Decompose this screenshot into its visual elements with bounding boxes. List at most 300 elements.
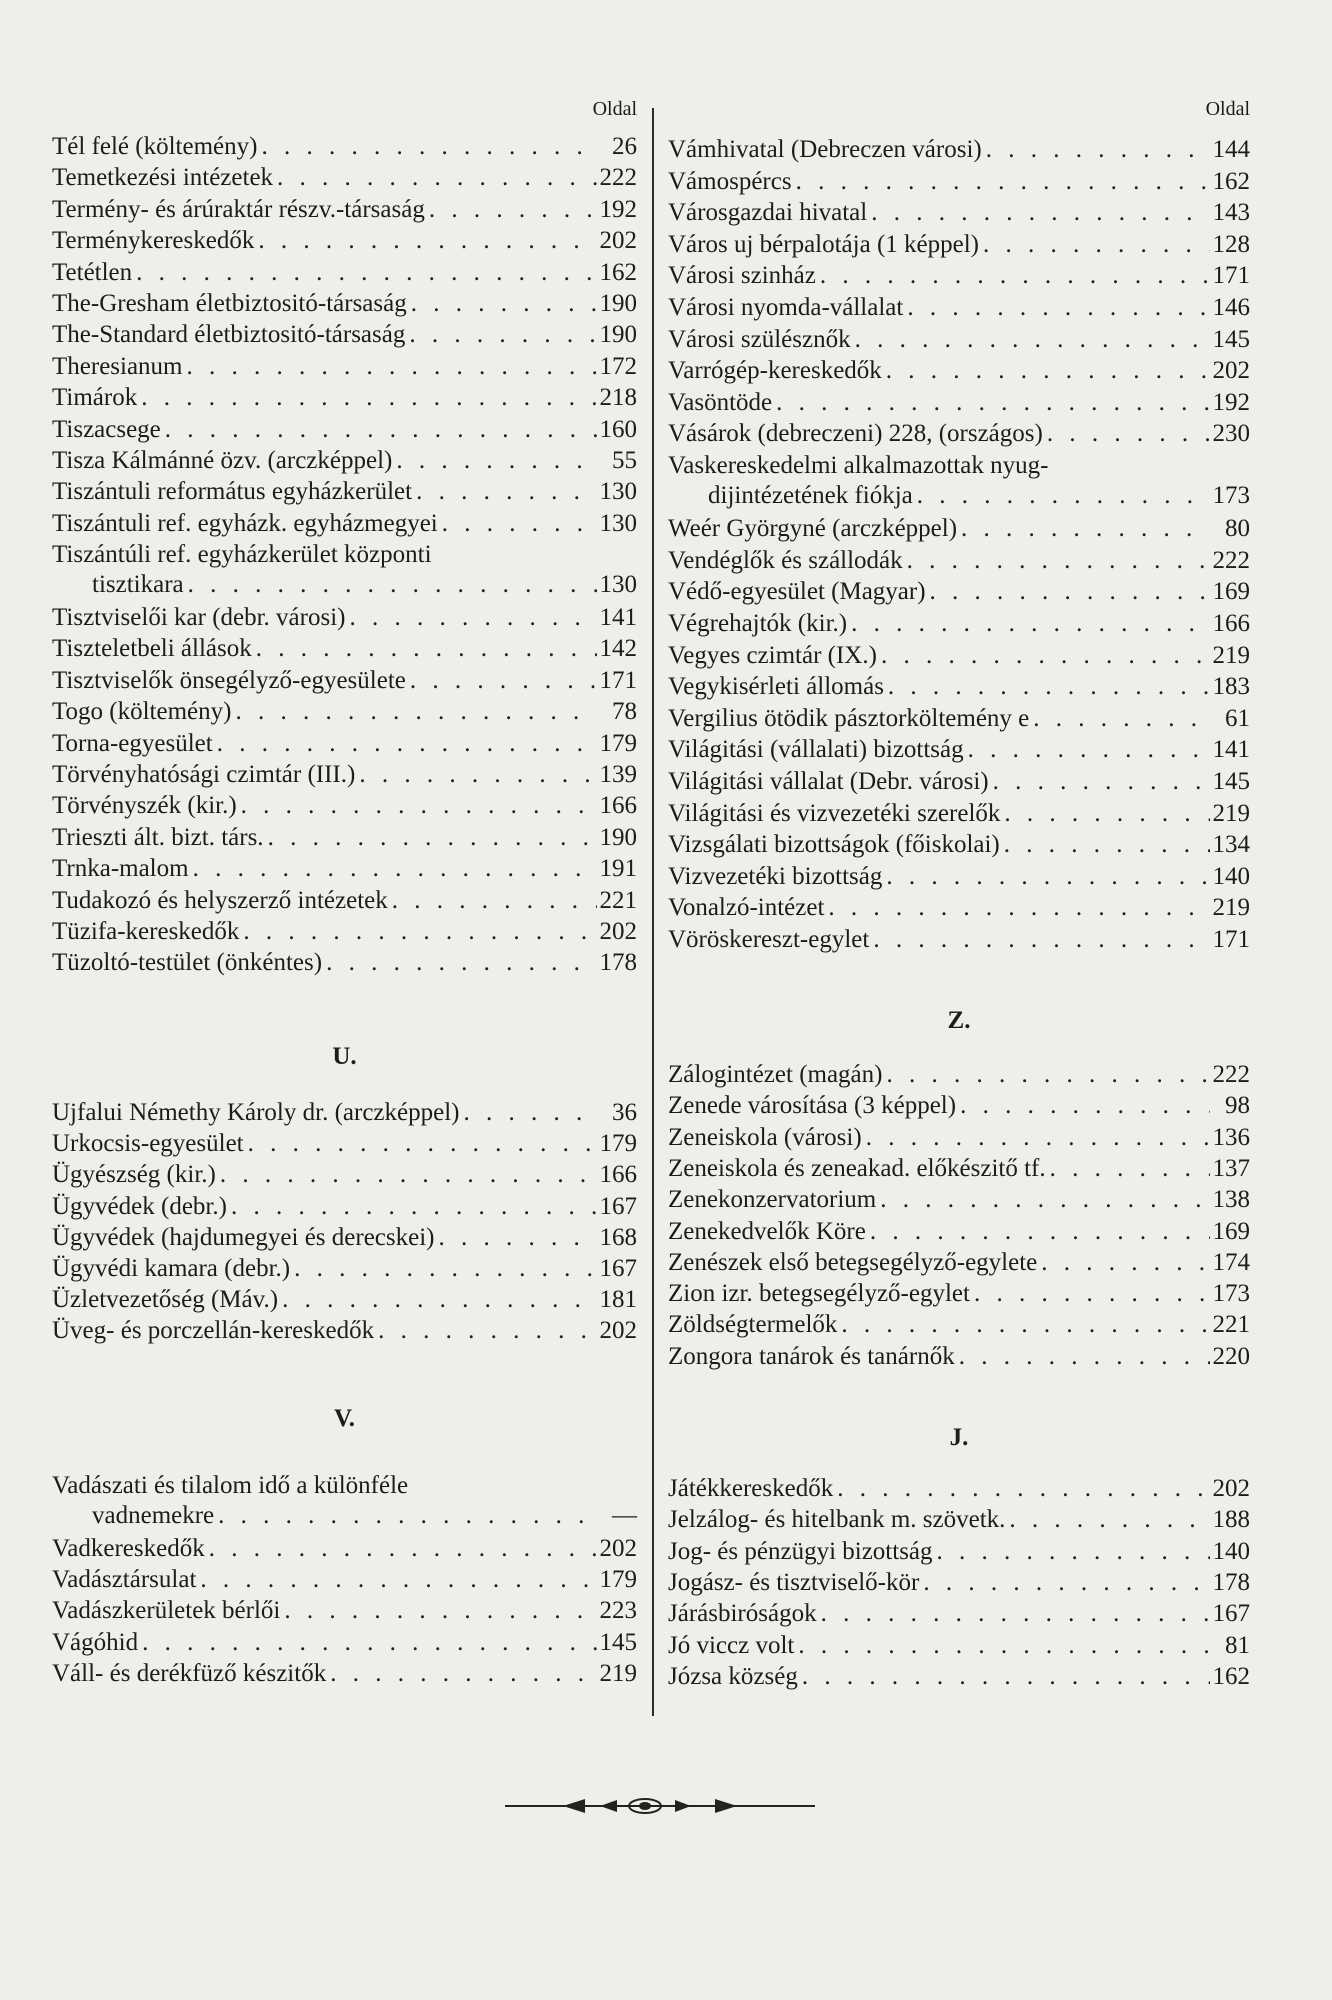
- index-entry: [52, 697, 637, 727]
- page-number: 188: [1212, 1506, 1250, 1534]
- entry-row: [668, 1310, 1250, 1340]
- dot-leader: [434, 1223, 597, 1253]
- entry-row: [668, 641, 1250, 671]
- page-number: 191: [599, 855, 637, 883]
- dot-leader: [273, 163, 597, 193]
- page-number: 218: [599, 384, 637, 412]
- page-number: 219: [1212, 799, 1250, 827]
- entry-row: [52, 854, 637, 884]
- entry-title-line: [52, 1471, 637, 1501]
- entry-row: [52, 603, 637, 633]
- dot-leader: [1046, 1154, 1210, 1184]
- index-entry: [668, 1060, 1250, 1090]
- page-number: 169: [1212, 578, 1250, 606]
- page-number: 143: [1212, 199, 1250, 227]
- dot-leader: [847, 609, 1210, 639]
- entry-row: [52, 1534, 637, 1564]
- dot-leader: [957, 514, 1210, 544]
- entry-row: [668, 1217, 1250, 1247]
- entry-title: Zálogintézet (magán): [668, 1061, 883, 1088]
- entry-title: Jog- és pénzügyi bizottság: [668, 1537, 933, 1565]
- index-entry: [52, 1659, 637, 1689]
- dot-leader: [322, 948, 597, 978]
- entry-row: [52, 760, 637, 790]
- page-number: 166: [599, 792, 637, 820]
- page-number: 167: [599, 1255, 637, 1282]
- index-entry: [52, 1098, 637, 1128]
- entry-title: Városi szülésznők: [668, 325, 851, 353]
- dot-leader: [979, 230, 1210, 260]
- entry-title: Vaskereskedelmi alkalmazottak nyug-: [668, 452, 1049, 479]
- entry-row: [52, 477, 637, 507]
- entry-row: [668, 167, 1250, 197]
- index-entry: [52, 540, 637, 600]
- page-number: 139: [599, 761, 637, 788]
- entry-title: Vöröskereszt-egylet: [668, 926, 870, 953]
- entry-title-continuation: dijintézetének fiókja: [708, 482, 913, 509]
- entry-title: Tiszántuli református egyházkerület: [52, 478, 413, 506]
- index-entry: [668, 325, 1250, 355]
- index-entry: [52, 1628, 637, 1658]
- index-entry: [52, 1192, 637, 1222]
- entry-title: Járásbiróságok: [668, 1600, 817, 1628]
- index-entry: [668, 1474, 1250, 1504]
- entry-row: [668, 325, 1250, 355]
- page-number: 162: [1212, 167, 1250, 195]
- entry-row: [52, 948, 637, 978]
- entry-title: Timárok: [52, 384, 138, 412]
- page-number: 174: [1212, 1248, 1250, 1276]
- index-entry: [668, 1248, 1250, 1278]
- entry-title: Terménykereskedők: [52, 227, 255, 255]
- index-entry: [668, 135, 1250, 165]
- entry-title: Ügyvédek (hajdumegyei és derecskei): [52, 1223, 435, 1251]
- entry-row: [668, 1185, 1250, 1215]
- dot-leader: [1043, 419, 1210, 449]
- dot-leader: [876, 1185, 1210, 1215]
- page-number: 138: [1212, 1186, 1250, 1214]
- entry-row: [668, 577, 1250, 607]
- page-number: 173: [1212, 482, 1250, 509]
- entry-row: [668, 1537, 1250, 1567]
- page-number: 167: [599, 1192, 637, 1220]
- page-number: 98: [1225, 1092, 1250, 1120]
- dot-leader: [280, 1596, 597, 1626]
- entry-row: [52, 886, 637, 916]
- entry-title: Vergilius ötödik pásztorköltemény e: [668, 704, 1030, 732]
- entry-title: Termény- és árúraktár részv.-társaság: [52, 195, 425, 223]
- entry-row: [52, 509, 637, 539]
- page-number: 222: [1212, 546, 1250, 574]
- entry-row: [668, 862, 1250, 892]
- entry-title: Tüzifa-kereskedők: [52, 918, 240, 945]
- entry-title: Weér Györgyné (arczképpel): [668, 515, 958, 543]
- dot-leader: [257, 132, 597, 162]
- index-entry: [668, 893, 1250, 923]
- index-entry: [52, 729, 637, 759]
- page-number: 145: [1212, 325, 1250, 353]
- dot-leader: [926, 577, 1210, 607]
- index-entry: [52, 1223, 637, 1253]
- entry-row: [52, 697, 637, 727]
- page-number: 179: [599, 1565, 637, 1593]
- index-entry: [668, 514, 1250, 544]
- index-entry: [668, 1185, 1250, 1215]
- entry-row: [52, 1628, 637, 1658]
- entry-title: The-Gresham életbiztositó-társaság: [52, 290, 407, 317]
- dot-leader: [405, 320, 597, 350]
- index-entry: [668, 356, 1250, 386]
- entry-row: [52, 1098, 637, 1128]
- entry-title: Zenekonzervatorium: [668, 1186, 877, 1214]
- index-entry: [668, 1154, 1250, 1184]
- index-entry: [52, 948, 637, 978]
- page-number: 172: [599, 352, 637, 380]
- entry-row: [52, 352, 637, 382]
- page-number: 190: [599, 290, 637, 317]
- page-number: 181: [599, 1286, 637, 1314]
- entry-title: Tetétlen: [52, 258, 133, 286]
- index-entry: [52, 1471, 637, 1531]
- page-number: 171: [1212, 926, 1250, 953]
- dot-leader: [956, 1091, 1210, 1121]
- entry-row: [52, 383, 637, 413]
- index-entry: [668, 1342, 1250, 1372]
- section-heading-u: U.: [332, 1043, 357, 1070]
- index-entry: [668, 167, 1250, 197]
- entry-title: Zenekedvelők Köre: [668, 1217, 866, 1245]
- page-number: 219: [599, 1659, 637, 1687]
- dot-leader: [392, 446, 597, 476]
- entry-row: [668, 672, 1250, 702]
- dot-leader: [798, 1662, 1210, 1692]
- entry-title: Zöldségtermelők: [668, 1311, 838, 1339]
- entry-row: [52, 226, 637, 256]
- entry-title: Vámospércs: [668, 167, 792, 195]
- page-number: 142: [599, 635, 637, 663]
- entry-title: Tisztviselők önsegélyző-egyesülete: [52, 666, 406, 694]
- page-number: 183: [1212, 673, 1250, 701]
- entry-row: [668, 293, 1250, 323]
- entry-title: Védő-egyesület (Magyar): [668, 578, 926, 606]
- dot-leader: [290, 1254, 597, 1284]
- entry-row: [668, 356, 1250, 386]
- page-number: 140: [1212, 1537, 1250, 1565]
- dot-leader: [919, 1568, 1210, 1598]
- page-number: 168: [599, 1223, 637, 1251]
- page-number: 202: [599, 918, 637, 945]
- entry-title: Trnka-malom: [52, 855, 189, 883]
- index-entry: [52, 886, 637, 916]
- entry-row: [52, 1501, 637, 1531]
- index-entry: [52, 352, 637, 382]
- entry-title: Zongora tanárok és tanárnők: [668, 1342, 955, 1370]
- entry-row: [52, 258, 637, 288]
- dot-leader: [407, 289, 597, 319]
- entry-row: [668, 1154, 1250, 1184]
- entry-row: [668, 388, 1250, 418]
- index-entry: [52, 854, 637, 884]
- index-entry: [668, 925, 1250, 955]
- page-number: 162: [599, 258, 637, 286]
- entry-row: [668, 1568, 1250, 1598]
- entry-row: [668, 419, 1250, 449]
- dot-leader: [183, 352, 597, 382]
- index-entry: [52, 1565, 637, 1595]
- dot-leader: [252, 634, 597, 664]
- entry-title: Tisza Kálmánné özv. (arczképpel): [52, 447, 393, 474]
- index-entry: [52, 195, 637, 225]
- dot-leader: [189, 854, 597, 884]
- page-number: 130: [599, 509, 637, 537]
- dot-leader: [862, 1123, 1210, 1153]
- entry-title: Tiszántuli ref. egyházk. egyházmegyei: [52, 509, 438, 537]
- page-number: 166: [599, 1161, 637, 1189]
- entry-row: [668, 1599, 1250, 1629]
- dot-leader: [184, 570, 597, 600]
- index-entry: [668, 198, 1250, 228]
- index-entry: [52, 163, 637, 193]
- entry-row: [668, 925, 1250, 955]
- entry-row: [52, 1285, 637, 1315]
- entry-row: [52, 1659, 637, 1689]
- page-number: 136: [1212, 1123, 1250, 1151]
- dot-leader: [884, 672, 1210, 702]
- ornament-divider: [505, 1794, 815, 1818]
- page-number: 141: [1212, 736, 1250, 764]
- dot-leader: [851, 325, 1210, 355]
- page-number: 137: [1212, 1154, 1250, 1182]
- page-number: 202: [1212, 357, 1250, 385]
- dot-leader: [882, 862, 1210, 892]
- entry-row: [668, 261, 1250, 291]
- entry-row: [52, 1129, 637, 1159]
- entry-title: Jogász- és tisztviselő-kör: [668, 1568, 920, 1596]
- entry-row: [668, 893, 1250, 923]
- entry-title: Vadászati és tilalom idő a különféle: [52, 1472, 409, 1499]
- entry-row: [668, 1279, 1250, 1309]
- entry-title: Világitási (vállalati) bizottság: [668, 736, 964, 764]
- dot-leader: [388, 886, 597, 916]
- index-entry: [52, 477, 637, 507]
- entry-row: [668, 1123, 1250, 1153]
- index-entry: [52, 823, 637, 853]
- entry-row: [52, 289, 637, 319]
- dot-leader: [903, 293, 1210, 323]
- entry-title: Ügyészség (kir.): [52, 1161, 216, 1189]
- index-entry: [668, 672, 1250, 702]
- page-number: 192: [599, 195, 637, 223]
- dot-leader: [244, 1129, 597, 1159]
- entry-row: [52, 666, 637, 696]
- index-entry: [668, 1091, 1250, 1121]
- page-number: 81: [1225, 1631, 1250, 1659]
- entry-title: Vámhivatal (Debreczen városi): [668, 136, 982, 163]
- dot-leader: [132, 258, 597, 288]
- entry-title: Törvényhatósági czimtár (III.): [52, 761, 356, 788]
- entry-title: Vizvezetéki bizottság: [668, 862, 883, 890]
- entry-title: Váll- és derékfüző készitők: [52, 1659, 327, 1687]
- entry-title: Tisztviselői kar (debr. városi): [52, 604, 346, 631]
- index-entry: [52, 415, 637, 445]
- page-number: 144: [1212, 136, 1250, 163]
- index-entry: [52, 1129, 637, 1159]
- entry-row: [52, 1160, 637, 1190]
- entry-row: [668, 1662, 1250, 1692]
- dot-leader: [161, 415, 597, 445]
- entry-title: Tiszteletbeli állások: [52, 635, 252, 663]
- dot-leader: [205, 1534, 597, 1564]
- dot-leader: [1000, 830, 1210, 860]
- index-entry: [52, 320, 637, 350]
- entry-row: [668, 1248, 1250, 1278]
- entry-title: Torna-egyesület: [52, 729, 213, 757]
- dot-leader: [816, 261, 1210, 291]
- entry-title: Városi nyomda-vállalat: [668, 294, 904, 321]
- dot-leader: [138, 1628, 597, 1658]
- page-number: 202: [1212, 1475, 1250, 1502]
- entry-title: Város uj bérpalotája (1 képpel): [668, 230, 979, 258]
- index-entry: [52, 1596, 637, 1626]
- dot-leader: [903, 546, 1210, 576]
- index-entry: [668, 388, 1250, 418]
- index-entry: [668, 261, 1250, 291]
- entry-row: [52, 917, 637, 947]
- index-entry: [52, 760, 637, 790]
- index-entry: [52, 1534, 637, 1564]
- page-number: —: [612, 1502, 637, 1529]
- entry-title: Zenede városítása (3 képpel): [668, 1092, 957, 1120]
- dot-leader: [866, 1217, 1210, 1247]
- page-number: 36: [612, 1099, 637, 1126]
- index-entry: [668, 704, 1250, 734]
- entry-title: Tüzoltó-testület (önkéntes): [52, 949, 323, 977]
- page-number: 179: [599, 729, 637, 757]
- entry-title: Tudakozó és helyszerző intézetek: [52, 886, 388, 914]
- entry-row: [668, 1091, 1250, 1121]
- index-entry: [668, 1505, 1250, 1535]
- index-entry: [668, 1310, 1250, 1340]
- dot-leader: [955, 1342, 1210, 1372]
- entry-row: [668, 1342, 1250, 1372]
- entry-row: [52, 791, 637, 821]
- entry-title: Vonalzó-intézet: [668, 894, 825, 922]
- page-number: 167: [1212, 1600, 1250, 1628]
- index-entry: [668, 641, 1250, 671]
- dot-leader: [237, 791, 597, 821]
- entry-title: Világitási és vizvezetéki szerelők: [668, 799, 1001, 827]
- index-entry: [52, 226, 637, 256]
- entry-title-continuation: vadnemekre: [92, 1502, 215, 1529]
- page-column-header: Oldal: [1205, 98, 1250, 120]
- index-entry: [52, 634, 637, 664]
- index-entry: [668, 546, 1250, 576]
- dot-leader: [772, 388, 1210, 418]
- page-number: 141: [599, 604, 637, 631]
- entry-row: [668, 830, 1250, 860]
- entry-row: [52, 1223, 637, 1253]
- dot-leader: [137, 383, 597, 413]
- index-entry: [668, 419, 1250, 449]
- entry-title: Vadásztársulat: [52, 1565, 197, 1593]
- page-number: 134: [1212, 831, 1250, 859]
- entry-title: The-Standard életbiztositó-társaság: [52, 321, 406, 349]
- dot-leader: [970, 1279, 1210, 1309]
- dot-leader: [882, 356, 1210, 386]
- dot-leader: [278, 1285, 597, 1315]
- index-entry: [668, 609, 1250, 639]
- dot-leader: [982, 135, 1210, 165]
- page-number: 130: [599, 478, 637, 506]
- page-number: 178: [599, 949, 637, 977]
- dot-leader: [345, 603, 597, 633]
- page-number: 223: [599, 1597, 637, 1625]
- entry-row: [52, 570, 637, 600]
- dot-leader: [227, 1192, 597, 1222]
- index-entry: [52, 791, 637, 821]
- entry-row: [52, 1565, 637, 1595]
- dot-leader: [1005, 1505, 1210, 1535]
- page-number: 169: [1212, 1217, 1250, 1245]
- entry-title: Vágóhid: [52, 1628, 139, 1656]
- entry-row: [52, 1316, 637, 1346]
- dot-leader: [964, 735, 1210, 765]
- entry-title: Ügyvédi kamara (debr.): [52, 1255, 291, 1282]
- entry-row: [668, 799, 1250, 829]
- dot-leader: [1037, 1248, 1210, 1278]
- entry-title: Trieszti ált. bizt. társ.: [52, 823, 264, 851]
- entry-title: Vadászkerületek bérlői: [52, 1597, 281, 1625]
- page-number: 146: [1212, 294, 1250, 321]
- page-number: 130: [599, 571, 637, 599]
- index-entry: [52, 1160, 637, 1190]
- page-number: 230: [1212, 420, 1250, 448]
- index-entry: [668, 1599, 1250, 1629]
- index-entry: [52, 666, 637, 696]
- index-entry: [668, 1662, 1250, 1692]
- entry-row: [668, 767, 1250, 797]
- entry-row: [668, 135, 1250, 165]
- dot-leader: [425, 195, 597, 225]
- index-entry: [52, 446, 637, 476]
- entry-title: Urkocsis-egyesület: [52, 1130, 244, 1158]
- entry-row: [668, 198, 1250, 228]
- entry-title: Városgazdai hivatal: [668, 199, 868, 227]
- page-number: 222: [1212, 1061, 1250, 1088]
- dot-leader: [913, 481, 1210, 511]
- entry-row: [52, 446, 637, 476]
- dot-leader: [933, 1537, 1210, 1567]
- entry-row: [668, 735, 1250, 765]
- column-divider: [652, 108, 654, 1716]
- entry-row: [668, 230, 1250, 260]
- page-number: 61: [1225, 704, 1250, 732]
- entry-title: Üveg- és porczellán-kereskedők: [52, 1317, 375, 1345]
- dot-leader: [877, 641, 1210, 671]
- entry-title: Vadkereskedők: [52, 1534, 205, 1562]
- dot-leader: [239, 917, 597, 947]
- entry-title: Togo (költemény): [52, 698, 232, 726]
- entry-title: Varrógép-kereskedők: [668, 357, 882, 385]
- entry-title: Theresianum: [52, 352, 183, 380]
- page-number: 192: [1212, 388, 1250, 416]
- dot-leader: [833, 1474, 1210, 1504]
- dot-leader: [406, 666, 597, 696]
- entry-row: [52, 163, 637, 193]
- index-entry: [52, 1285, 637, 1315]
- section-heading-z: Z.: [947, 1007, 971, 1034]
- entry-row: [668, 704, 1250, 734]
